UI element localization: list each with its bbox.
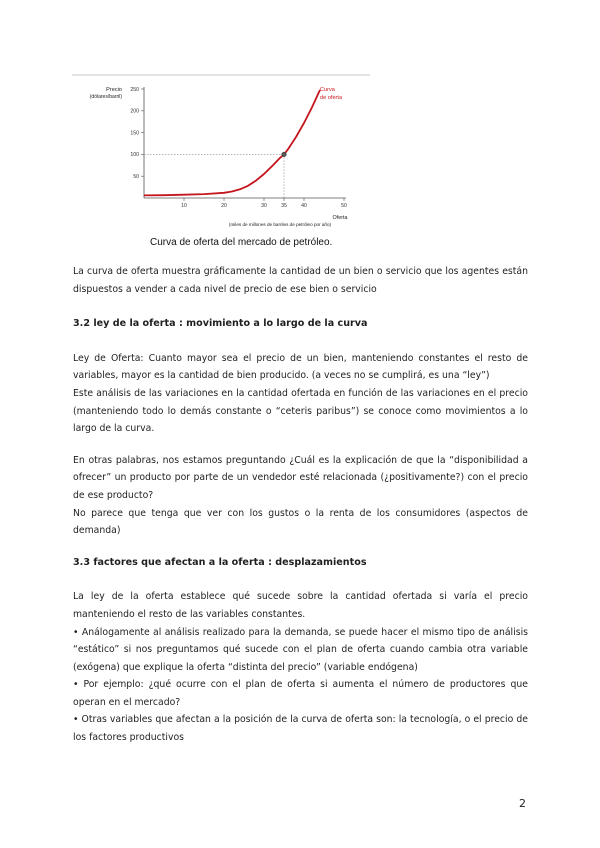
chart-xlabel-unit: (miles de millones de barriles de petróleo por año) [228, 222, 332, 227]
section-3-2-paragraph-4: No parece que tenga que ver con los gustos o la renta de los consumidores (aspectos de demanda) [73, 507, 528, 537]
x-tick-label: 40 [301, 203, 307, 209]
section-3-2-heading: 3.2 ley de la oferta : movimiento a lo largo de la curva [73, 318, 368, 330]
supply-curve-line [144, 90, 320, 195]
supply-curve-chart [72, 74, 372, 239]
chart-ylabel-unit: (dólares/barril) [89, 94, 122, 100]
page-number: 2 [519, 797, 526, 810]
section-3-3-bullet-3: • Otras variables que afectan a la posición de la curva de oferta son: la tecnología, o el precio de los factores productivos [73, 714, 528, 744]
x-tick-label: 20 [221, 203, 227, 209]
document-body [73, 263, 528, 747]
section-3-2-paragraph-1: Ley de Oferta: Cuanto mayor sea el precio de un bien, manteniendo constantes el resto de variables, mayor es la cantidad de bien producido. (a veces no se cumplirá, es una “ley”) [73, 352, 528, 382]
section-3-3-bullet-2: • Por ejemplo: ¿qué ocurre con el plan de oferta si aumenta el número de productores que operan en el mercado? [73, 679, 528, 708]
equilibrium-point-marker [282, 152, 287, 157]
y-tick-label: 100 [130, 152, 139, 159]
intro-paragraph: La curva de oferta muestra gráficamente la cantidad de un bien o servicio que los agentes están dispuestos a vender a cada nivel de precio de ese bien o servicio [73, 266, 528, 295]
x-tick-label: 35 [281, 203, 287, 209]
section-3-3-bullet-1: • Análogamente al análisis realizado para la demanda, se puede hacer el mismo tipo de análisis “estático” si nos preguntamos qué sucede con el plan de oferta cuando cambia otra variable (exógena) que explique la oferta “distinta del precio” (variable endógena) [73, 626, 528, 673]
chart-xlabel: Oferta [332, 215, 348, 221]
section-3-3-paragraph-1: La ley de la oferta establece qué sucede sobre la cantidad ofertada si varía el precio manteniendo el resto de las variables constantes. [73, 591, 528, 620]
y-tick-label: 150 [130, 130, 139, 137]
figure-caption: Curva de oferta del mercado de petróleo. [150, 237, 333, 248]
x-tick-label: 30 [261, 203, 267, 209]
section-3-2-paragraph-3: En otras palabras, nos estamos preguntando ¿Cuál es la explicación de que la “disponibilidad a ofrecer” un producto por parte de un vendedor esté relacionada (¿positivamente?) con el precio de ese producto? [73, 454, 528, 501]
chart-ylabel: Precio [106, 87, 122, 93]
y-tick-label: 200 [130, 108, 139, 115]
section-3-3-heading: 3.3 factores que afectan a la oferta : desplazamientos [73, 556, 367, 568]
y-tick-label: 250 [130, 86, 139, 93]
supply-curve-figure [72, 74, 372, 254]
x-tick-label: 50 [341, 203, 347, 209]
x-tick-label: 10 [181, 203, 187, 209]
section-3-2-paragraph-2: Este análisis de las variaciones en la cantidad ofertada en función de las variaciones en el precio (manteniendo todo lo demás constante o “ceteris paribus”) se conoce como movimientos a lo largo de la curva. [73, 387, 528, 435]
series-label-de-oferta: de oferta [320, 95, 343, 101]
series-label-curva: Curva [320, 87, 335, 93]
y-tick-label: 50 [133, 174, 139, 180]
